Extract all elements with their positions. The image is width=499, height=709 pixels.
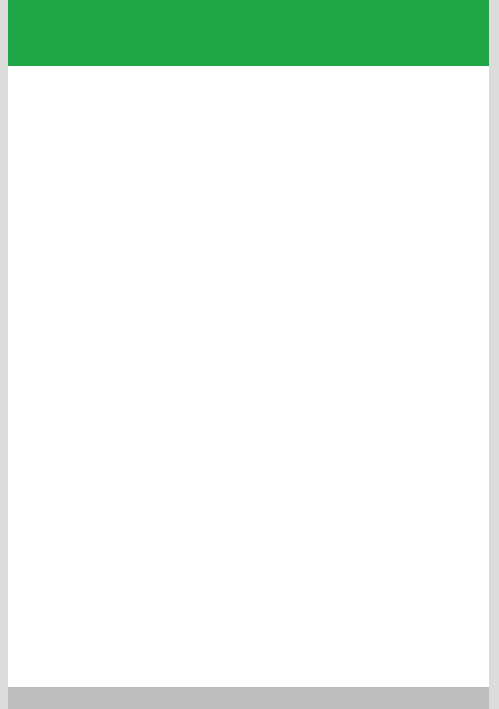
header-banner [8,0,489,66]
footer-bar [8,687,489,709]
document-page [8,0,489,709]
